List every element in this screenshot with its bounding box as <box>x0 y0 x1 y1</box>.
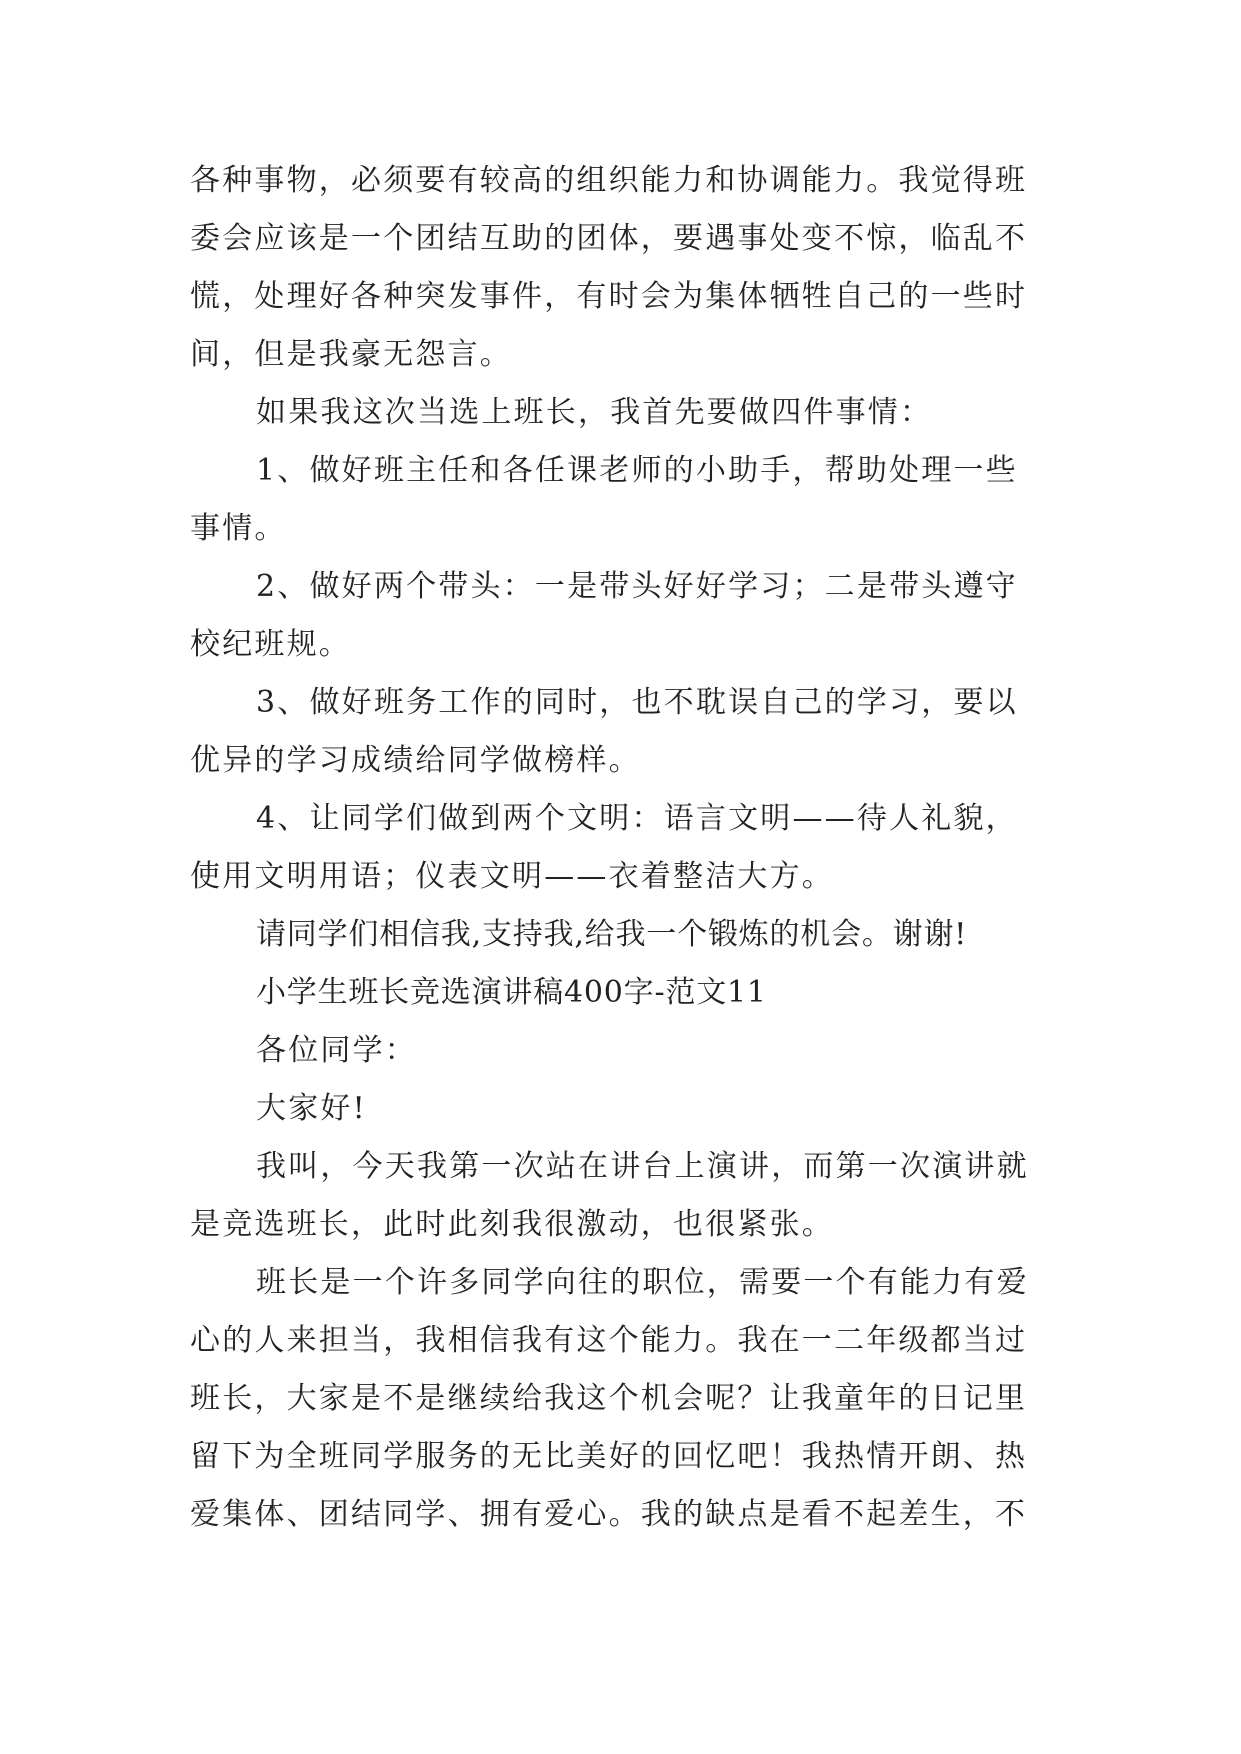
text-line: 优异的学习成绩给同学做榜样。 <box>190 743 641 778</box>
text-line: 使用文明用语；仪表文明——衣着整洁大方。 <box>190 859 834 894</box>
text-line: 间，但是我豪无怨言。 <box>190 337 512 372</box>
list-item: 1、做好班主任和各任课老师的小助手，帮助处理一些 <box>256 453 1018 488</box>
text-line: 班长是一个许多同学向往的职位，需要一个有能力有爱 <box>256 1265 1029 1300</box>
text-line: 委会应该是一个团结互助的团体，要遇事处变不惊，临乱不 <box>190 221 1028 256</box>
salutation: 各位同学： <box>256 1033 417 1068</box>
text-line: 我叫，今天我第一次站在讲台上演讲，而第一次演讲就 <box>256 1149 1029 1184</box>
text-line: 爱集体、团结同学、拥有爱心。我的缺点是看不起差生，不 <box>190 1497 1028 1532</box>
section-title: 小学生班长竞选演讲稿400字-范文11 <box>256 975 767 1010</box>
text-line: 如果我这次当选上班长，我首先要做四件事情： <box>256 395 933 430</box>
text-line: 班长，大家是不是继续给我这个机会呢？让我童年的日记里 <box>190 1381 1028 1416</box>
greeting: 大家好! <box>256 1091 367 1126</box>
text-line: 请同学们相信我,支持我,给我一个锻炼的机会。谢谢! <box>256 917 968 952</box>
document-body <box>190 152 1058 1544</box>
list-item: 4、让同学们做到两个文明：语言文明——待人礼貌， <box>256 801 1018 836</box>
list-item: 3、做好班务工作的同时，也不耽误自己的学习，要以 <box>256 685 1018 720</box>
list-item: 2、做好两个带头：一是带头好好学习；二是带头遵守 <box>256 569 1018 604</box>
text-line: 各种事物，必须要有较高的组织能力和协调能力。我觉得班 <box>190 163 1028 198</box>
text-line: 留下为全班同学服务的无比美好的回忆吧！我热情开朗、热 <box>190 1439 1028 1474</box>
text-line: 事情。 <box>190 511 287 546</box>
text-line: 是竞选班长，此时此刻我很激动，也很紧张。 <box>190 1207 834 1242</box>
text-line: 慌，处理好各种突发事件，有时会为集体牺牲自己的一些时 <box>190 279 1028 314</box>
text-line: 校纪班规。 <box>190 627 351 662</box>
text-line: 心的人来担当，我相信我有这个能力。我在一二年级都当过 <box>190 1323 1028 1358</box>
